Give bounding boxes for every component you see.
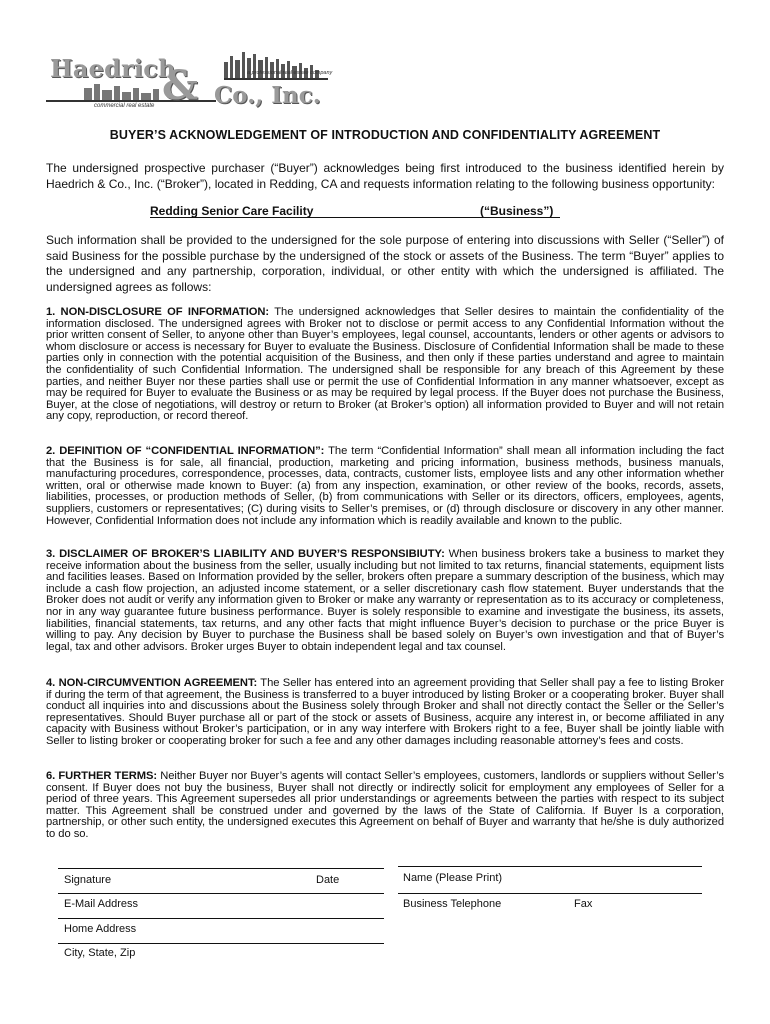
document-title: BUYER’S ACKNOWLEDGEMENT OF INTRODUCTION AND CONFIDENTIALITY AGREEMENT [109,128,661,142]
company-logo [44,48,334,114]
section-further-terms [46,771,724,841]
fax-label: Fax [574,898,593,910]
logo-ampersand: & [162,62,199,109]
logo-subtitle: commercial real estate [94,103,155,109]
phone-line[interactable] [398,893,702,894]
business-tag: (“Business”) [480,204,554,218]
section-disclaimer [46,549,724,653]
section-heading: 1. NON-DISCLOSURE OF INFORMATION: [46,306,270,318]
section-body: When business brokers take a business to market they receive information about the business from the seller, usually including but not limited to tax returns, financial statements, equipment lists and facilities leases. Based on Information provided by the seller, brokers often prepare a summary description of the business, which may include a cash flow projection, an adjusted income statement, or a seller discretionary cash flow statement. Buyer understands that the Broker does not audit or verify any information given to Broker or make any warranty or representation as to its accuracy or completeness, nor in any way guarantee future business performance. Buyer is solely responsible to examine and investigate the business, its assets, liabilities, financial statements, tax returns, and any other facts that might influence Buyer’s decision to purchase or the price Buyer is willing to pay. Any decision by Buyer to purchase the Business shall be based solely on Buyer’s own investigation and that of Buyer’s legal, tax and other advisors. Broker urges Buyer to obtain independent legal and tax counsel. [46,548,724,653]
business-underline [150,217,560,218]
logo-co-inc: Co., Inc. [214,82,321,109]
city-line[interactable] [58,943,384,944]
section-body: Neither Buyer nor Buyer’s agents will contact Seller’s employees, customers, landlords or suppliers without Seller’s consent. If Buyer does not buy the business, Buyer shall not directly or indirectly solicit for employment any employees of Seller for a period of three years. This Agreement supersedes all prior understandings or agreements between the parties with respect to its subject matter. This Agreement shall be construed under and governed by the laws of the State of California. If Buyer Is a corporation, partnership, or other such entity, the undersigned executes this Agreement on behalf of Buyer and warranty that he/she is duly authorized to do so. [46,770,724,840]
email-label: E-Mail Address [64,898,138,910]
intro-paragraph: The undersigned prospective purchaser (“Buyer”) acknowledges being first introduced to the business identified herein by Haedrich & Co., Inc. (“Broker”), located in Redding, CA and requests information relating to the following business opportunity: [46,161,724,191]
date-label: Date [316,874,340,886]
section-body: The Seller has entered into an agreement providing that Seller shall pay a fee to listing Broker if during the term of that agreement, the Business is transferred to a buyer introduced by listing Broker or a cooperating broker. Buyer shall conduct all inquiries into and discussions about the Business solely through Broker and shall not directly contact the Seller or the Seller’s representatives. Should Buyer purchase all or part of the stock or assets of Business, acquire any interest in, or become affiliated in any capacity with Business without Broker’s participation, or in any way interfere with Brokers right to a fee, Buyer shall be jointly liable with Seller to listing broker or cooperating broker for such a fee and any other damages including reasonable attorney’s fees and costs. [46,677,724,747]
section-definition [46,446,724,527]
logo-tagline: a professional real estate company [247,70,333,76]
section-heading: 2. DEFINITION OF “CONFIDENTIAL INFORMATION”: [46,445,325,457]
section-heading: 6. FURTHER TERMS: [46,770,158,782]
business-name: Redding Senior Care Facility [150,204,314,218]
section-heading: 4. NON-CIRCUMVENTION AGREEMENT: [46,677,258,689]
email-line[interactable] [58,893,384,894]
signature-label: Signature [64,874,112,886]
signature-line[interactable] [58,868,384,869]
name-print-label: Name (Please Print) [403,872,503,884]
section-non-disclosure [46,307,724,423]
section-heading: 3. DISCLAIMER OF BROKER’S LIABILITY AND BUYER’S RESPONSIBIUTY: [46,548,445,560]
home-address-label: Home Address [64,923,137,935]
business-telephone-label: Business Telephone [403,898,502,910]
section-non-circumvention [46,678,724,748]
section-body: The term “Confidential Information” shall mean all information including the fact that the Business is for sale, all financial, production, marketing and pricing information, business methods, business manuals, manufacturing procedures, correspondence, processes, data, contracts, customer lists, employee lists and any other information whether written, oral or otherwise made known to Buyer: (a) from any inspection, examination, or other review of the books, records, assets, liabilities, processes, or production methods of Seller, (b) from communications with Seller or its directors, officers, employees, agents, suppliers, customers or representatives; (C) during visits to Seller’s premises, or (d) through disclosure or discovery in any other manner. However, Confidential Information does not include any information which is readily available and known to the public. [46,445,724,527]
city-state-zip-label: City, State, Zip [64,947,136,959]
name-line[interactable] [398,866,702,867]
logo-name: Haedrich [50,54,176,83]
info-paragraph: Such information shall be provided to the undersigned for the sole purpose of entering into discussions with Seller (“Seller”) of said Business for the possible purchase by the undersigned of the stock or assets of the Business. The term “Buyer” applies to the undersigned and any partnership, corporation, individual, or other entity with which the undersigned is affiliated. The undersigned agrees as follows: [46,233,724,294]
section-body: The undersigned acknowledges that Seller desires to maintain the confidentiality of the information disclosed. The undersigned agrees with Broker not to disclose or permit access to any Confidential Information without the prior written consent of Seller, to anyone other than Buyer’s employees, legal counsel, accountants, lenders or other agents or advisors to whom disclosure or access is necessary for Buyer to evaluate the Business. Disclosure of Confidential Information shall be made to these parties only in connection with the potential acquisition of the Business, and then only if these parties understand and agree to maintain the confidentiality of such Confidential Information. The undersigned shall be responsible for any breach of this Agreement by these parties, and neither Buyer nor these parties shall use or permit the use of Confidential Information in any manner whatsoever, except as may be required for Buyer to evaluate the Business or as may be required by legal process. If the Buyer does not purchase the Business, Buyer, at the close of negotiations, will destroy or return to Broker (at Broker’s option) all information provided to Buyer and will not retain any copy, reproduction, or record thereof. [46,306,724,423]
home-address-line[interactable] [58,918,384,919]
